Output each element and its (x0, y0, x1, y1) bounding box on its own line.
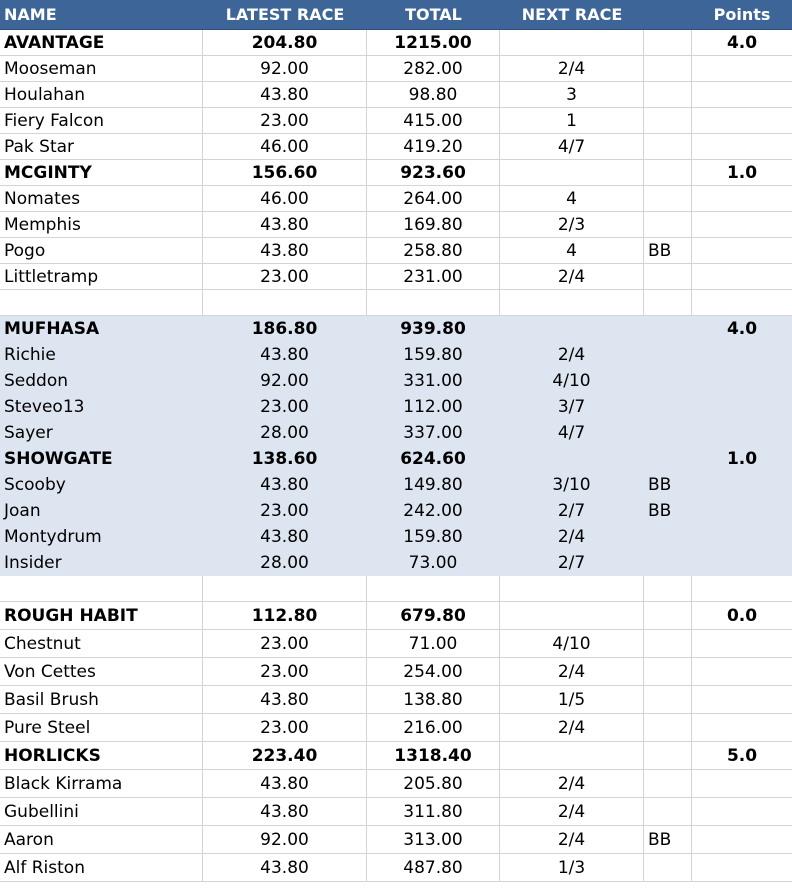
cell-latest-race[interactable]: 43.80 (203, 212, 367, 238)
cell-points[interactable] (692, 472, 792, 498)
team-row (0, 602, 792, 630)
cell-extra[interactable]: BB (644, 498, 692, 524)
cell-extra[interactable] (644, 742, 692, 770)
cell-next-race[interactable]: 4/10 (500, 630, 644, 658)
spacer-row (0, 576, 792, 602)
cell-latest-race[interactable]: 43.80 (203, 686, 367, 714)
cell-extra[interactable] (644, 714, 692, 742)
table-row (0, 186, 792, 212)
cell-name[interactable]: Nomates (0, 186, 203, 212)
cell-total[interactable]: 419.20 (367, 134, 500, 160)
cell-points[interactable] (692, 630, 792, 658)
cell-name[interactable]: SHOWGATE (0, 446, 203, 472)
cell-points[interactable] (692, 238, 792, 264)
cell-points[interactable] (692, 186, 792, 212)
cell-points[interactable]: 1.0 (692, 446, 792, 472)
cell-extra[interactable] (644, 602, 692, 630)
table-row (0, 342, 792, 368)
cell-extra[interactable] (644, 658, 692, 686)
header-next-race[interactable]: NEXT RACE (500, 0, 644, 30)
cell-next-race[interactable]: 1/3 (500, 854, 644, 882)
cell-name[interactable]: MUFHASA (0, 316, 203, 342)
cell-extra[interactable] (644, 446, 692, 472)
cell-name[interactable]: Littletramp (0, 264, 203, 290)
cell-points[interactable] (692, 264, 792, 290)
cell-points[interactable]: 0.0 (692, 602, 792, 630)
cell-points[interactable]: 1.0 (692, 160, 792, 186)
cell-total[interactable]: 331.00 (367, 368, 500, 394)
cell-next-race[interactable] (500, 576, 644, 602)
cell-name[interactable]: Mooseman (0, 56, 203, 82)
cell-next-race[interactable]: 4 (500, 186, 644, 212)
cell-points[interactable] (692, 550, 792, 576)
cell-total[interactable]: 1215.00 (367, 30, 500, 56)
cell-total[interactable] (367, 576, 500, 602)
team-row (0, 316, 792, 342)
cell-latest-race[interactable]: 23.00 (203, 498, 367, 524)
table-row (0, 238, 792, 264)
cell-points[interactable] (692, 498, 792, 524)
spacer-row (0, 290, 792, 316)
cell-points[interactable] (692, 212, 792, 238)
cell-next-race[interactable] (500, 742, 644, 770)
cell-points[interactable] (692, 56, 792, 82)
team-row (0, 446, 792, 472)
table-row (0, 770, 792, 798)
cell-points[interactable] (692, 770, 792, 798)
cell-points[interactable] (692, 798, 792, 826)
cell-latest-race[interactable]: 92.00 (203, 826, 367, 854)
cell-points[interactable] (692, 420, 792, 446)
cell-name[interactable]: AVANTAGE (0, 30, 203, 56)
cell-total[interactable]: 923.60 (367, 160, 500, 186)
cell-extra[interactable] (644, 186, 692, 212)
cell-latest-race[interactable]: 46.00 (203, 134, 367, 160)
cell-extra[interactable] (644, 316, 692, 342)
cell-extra[interactable] (644, 854, 692, 882)
cell-total[interactable]: 73.00 (367, 550, 500, 576)
cell-next-race[interactable]: 3/7 (500, 394, 644, 420)
cell-latest-race[interactable]: 43.80 (203, 770, 367, 798)
team-row (0, 160, 792, 186)
cell-name[interactable]: Scooby (0, 472, 203, 498)
cell-name[interactable]: MCGINTY (0, 160, 203, 186)
header-total[interactable]: TOTAL (367, 0, 500, 30)
cell-points[interactable] (692, 854, 792, 882)
cell-next-race[interactable]: 2/4 (500, 714, 644, 742)
table-row (0, 630, 792, 658)
cell-points[interactable] (692, 134, 792, 160)
cell-points[interactable]: 4.0 (692, 316, 792, 342)
cell-next-race[interactable] (500, 316, 644, 342)
cell-total[interactable]: 149.80 (367, 472, 500, 498)
cell-extra[interactable]: BB (644, 826, 692, 854)
cell-next-race[interactable]: 2/4 (500, 826, 644, 854)
table-row (0, 134, 792, 160)
cell-next-race[interactable]: 2/3 (500, 212, 644, 238)
cell-total[interactable]: 415.00 (367, 108, 500, 134)
cell-latest-race[interactable]: 43.80 (203, 342, 367, 368)
header-row (0, 0, 792, 30)
cell-latest-race[interactable]: 43.80 (203, 238, 367, 264)
cell-name[interactable]: Alf Riston (0, 854, 203, 882)
table-row (0, 854, 792, 882)
cell-total[interactable]: 311.80 (367, 798, 500, 826)
cell-latest-race[interactable]: 43.80 (203, 524, 367, 550)
cell-name[interactable]: Montydrum (0, 524, 203, 550)
cell-latest-race[interactable]: 23.00 (203, 108, 367, 134)
table-row (0, 826, 792, 854)
cell-total[interactable]: 98.80 (367, 82, 500, 108)
cell-total[interactable]: 258.80 (367, 238, 500, 264)
cell-name[interactable]: Houlahan (0, 82, 203, 108)
cell-latest-race[interactable]: 46.00 (203, 186, 367, 212)
cell-next-race[interactable]: 4/7 (500, 134, 644, 160)
cell-name[interactable]: Fiery Falcon (0, 108, 203, 134)
cell-extra[interactable] (644, 30, 692, 56)
cell-total[interactable]: 264.00 (367, 186, 500, 212)
cell-latest-race[interactable]: 186.80 (203, 316, 367, 342)
cell-latest-race[interactable]: 23.00 (203, 630, 367, 658)
cell-total[interactable]: 254.00 (367, 658, 500, 686)
cell-name[interactable]: Basil Brush (0, 686, 203, 714)
cell-points[interactable] (692, 826, 792, 854)
cell-latest-race[interactable]: 92.00 (203, 56, 367, 82)
cell-latest-race[interactable]: 23.00 (203, 714, 367, 742)
cell-extra[interactable] (644, 264, 692, 290)
header-points[interactable]: Points (692, 0, 792, 30)
cell-name[interactable]: Joan (0, 498, 203, 524)
cell-latest-race[interactable]: 43.80 (203, 472, 367, 498)
table-row (0, 420, 792, 446)
cell-name[interactable]: Gubellini (0, 798, 203, 826)
cell-latest-race[interactable]: 138.60 (203, 446, 367, 472)
cell-extra[interactable] (644, 550, 692, 576)
cell-next-race[interactable]: 2/4 (500, 658, 644, 686)
cell-latest-race[interactable]: 23.00 (203, 658, 367, 686)
cell-points[interactable]: 4.0 (692, 30, 792, 56)
cell-latest-race[interactable]: 92.00 (203, 368, 367, 394)
cell-total[interactable]: 231.00 (367, 264, 500, 290)
cell-latest-race[interactable] (203, 576, 367, 602)
cell-extra[interactable] (644, 342, 692, 368)
cell-extra[interactable] (644, 394, 692, 420)
table-body (0, 30, 792, 882)
cell-next-race[interactable]: 2/4 (500, 342, 644, 368)
cell-points[interactable] (692, 524, 792, 550)
cell-points[interactable] (692, 342, 792, 368)
cell-latest-race[interactable]: 156.60 (203, 160, 367, 186)
cell-latest-race[interactable] (203, 290, 367, 316)
cell-name[interactable]: Pak Star (0, 134, 203, 160)
cell-total[interactable]: 337.00 (367, 420, 500, 446)
cell-name[interactable] (0, 290, 203, 316)
cell-extra[interactable] (644, 108, 692, 134)
cell-points[interactable] (692, 368, 792, 394)
header-name[interactable]: NAME (0, 0, 203, 30)
cell-next-race[interactable] (500, 160, 644, 186)
table-row (0, 798, 792, 826)
cell-total[interactable]: 282.00 (367, 56, 500, 82)
cell-latest-race[interactable]: 204.80 (203, 30, 367, 56)
cell-name[interactable]: Pure Steel (0, 714, 203, 742)
cell-points[interactable]: 5.0 (692, 742, 792, 770)
cell-name[interactable]: Pogo (0, 238, 203, 264)
cell-next-race[interactable]: 2/4 (500, 798, 644, 826)
cell-name[interactable]: Sayer (0, 420, 203, 446)
cell-extra[interactable]: BB (644, 472, 692, 498)
table-row (0, 394, 792, 420)
cell-extra[interactable] (644, 212, 692, 238)
cell-next-race[interactable]: 2/4 (500, 770, 644, 798)
cell-points[interactable] (692, 108, 792, 134)
table-row (0, 714, 792, 742)
cell-next-race[interactable] (500, 30, 644, 56)
cell-extra[interactable] (644, 630, 692, 658)
cell-name[interactable]: ROUGH HABIT (0, 602, 203, 630)
cell-next-race[interactable]: 2/4 (500, 56, 644, 82)
cell-extra[interactable] (644, 524, 692, 550)
cell-name[interactable] (0, 576, 203, 602)
cell-latest-race[interactable]: 23.00 (203, 394, 367, 420)
cell-extra[interactable] (644, 368, 692, 394)
cell-points[interactable] (692, 394, 792, 420)
table-row (0, 498, 792, 524)
table-row (0, 56, 792, 82)
table-row (0, 686, 792, 714)
cell-next-race[interactable] (500, 602, 644, 630)
cell-latest-race[interactable]: 223.40 (203, 742, 367, 770)
cell-points[interactable] (692, 576, 792, 602)
cell-next-race[interactable]: 2/7 (500, 498, 644, 524)
cell-latest-race[interactable]: 43.80 (203, 82, 367, 108)
table-row (0, 658, 792, 686)
cell-points[interactable] (692, 290, 792, 316)
table-row (0, 212, 792, 238)
cell-extra[interactable] (644, 56, 692, 82)
table-row (0, 524, 792, 550)
table-row (0, 550, 792, 576)
team-row (0, 742, 792, 770)
cell-next-race[interactable]: 1/5 (500, 686, 644, 714)
cell-next-race[interactable]: 3 (500, 82, 644, 108)
cell-total[interactable]: 138.80 (367, 686, 500, 714)
cell-total[interactable]: 487.80 (367, 854, 500, 882)
cell-total[interactable]: 112.00 (367, 394, 500, 420)
team-row (0, 30, 792, 56)
cell-name[interactable]: Aaron (0, 826, 203, 854)
cell-points[interactable] (692, 658, 792, 686)
cell-next-race[interactable]: 3/10 (500, 472, 644, 498)
cell-extra[interactable] (644, 160, 692, 186)
cell-total[interactable]: 679.80 (367, 602, 500, 630)
cell-latest-race[interactable]: 43.80 (203, 854, 367, 882)
table-row (0, 264, 792, 290)
cell-next-race[interactable]: 4 (500, 238, 644, 264)
cell-latest-race[interactable]: 28.00 (203, 550, 367, 576)
cell-next-race[interactable]: 1 (500, 108, 644, 134)
cell-total[interactable]: 1318.40 (367, 742, 500, 770)
cell-total[interactable] (367, 290, 500, 316)
cell-next-race[interactable] (500, 290, 644, 316)
cell-total[interactable]: 939.80 (367, 316, 500, 342)
cell-name[interactable]: Steveo13 (0, 394, 203, 420)
cell-latest-race[interactable]: 112.80 (203, 602, 367, 630)
cell-next-race[interactable]: 4/7 (500, 420, 644, 446)
table-row (0, 368, 792, 394)
cell-name[interactable]: Richie (0, 342, 203, 368)
cell-total[interactable]: 205.80 (367, 770, 500, 798)
cell-points[interactable] (692, 82, 792, 108)
header-latest-race[interactable]: LATEST RACE (203, 0, 367, 30)
cell-next-race[interactable]: 2/4 (500, 524, 644, 550)
cell-extra[interactable] (644, 576, 692, 602)
cell-total[interactable]: 159.80 (367, 342, 500, 368)
cell-points[interactable] (692, 714, 792, 742)
cell-extra[interactable] (644, 798, 692, 826)
cell-extra[interactable] (644, 134, 692, 160)
cell-next-race[interactable]: 4/10 (500, 368, 644, 394)
cell-extra[interactable] (644, 420, 692, 446)
cell-next-race[interactable]: 2/4 (500, 264, 644, 290)
cell-next-race[interactable] (500, 446, 644, 472)
cell-extra[interactable] (644, 290, 692, 316)
cell-name[interactable]: Chestnut (0, 630, 203, 658)
cell-latest-race[interactable]: 23.00 (203, 264, 367, 290)
cell-name[interactable]: Seddon (0, 368, 203, 394)
header-extra[interactable] (644, 0, 692, 30)
cell-total[interactable]: 169.80 (367, 212, 500, 238)
table-row (0, 108, 792, 134)
cell-latest-race[interactable]: 28.00 (203, 420, 367, 446)
cell-total[interactable]: 624.60 (367, 446, 500, 472)
cell-name[interactable]: HORLICKS (0, 742, 203, 770)
cell-name[interactable]: Memphis (0, 212, 203, 238)
cell-points[interactable] (692, 686, 792, 714)
cell-total[interactable]: 71.00 (367, 630, 500, 658)
cell-extra[interactable] (644, 686, 692, 714)
cell-latest-race[interactable]: 43.80 (203, 798, 367, 826)
cell-name[interactable]: Black Kirrama (0, 770, 203, 798)
cell-name[interactable]: Von Cettes (0, 658, 203, 686)
table-row (0, 82, 792, 108)
cell-extra[interactable] (644, 82, 692, 108)
cell-extra[interactable] (644, 770, 692, 798)
cell-total[interactable]: 242.00 (367, 498, 500, 524)
cell-name[interactable]: Insider (0, 550, 203, 576)
cell-extra[interactable]: BB (644, 238, 692, 264)
cell-total[interactable]: 159.80 (367, 524, 500, 550)
cell-total[interactable]: 216.00 (367, 714, 500, 742)
table-row (0, 472, 792, 498)
cell-total[interactable]: 313.00 (367, 826, 500, 854)
cell-next-race[interactable]: 2/7 (500, 550, 644, 576)
